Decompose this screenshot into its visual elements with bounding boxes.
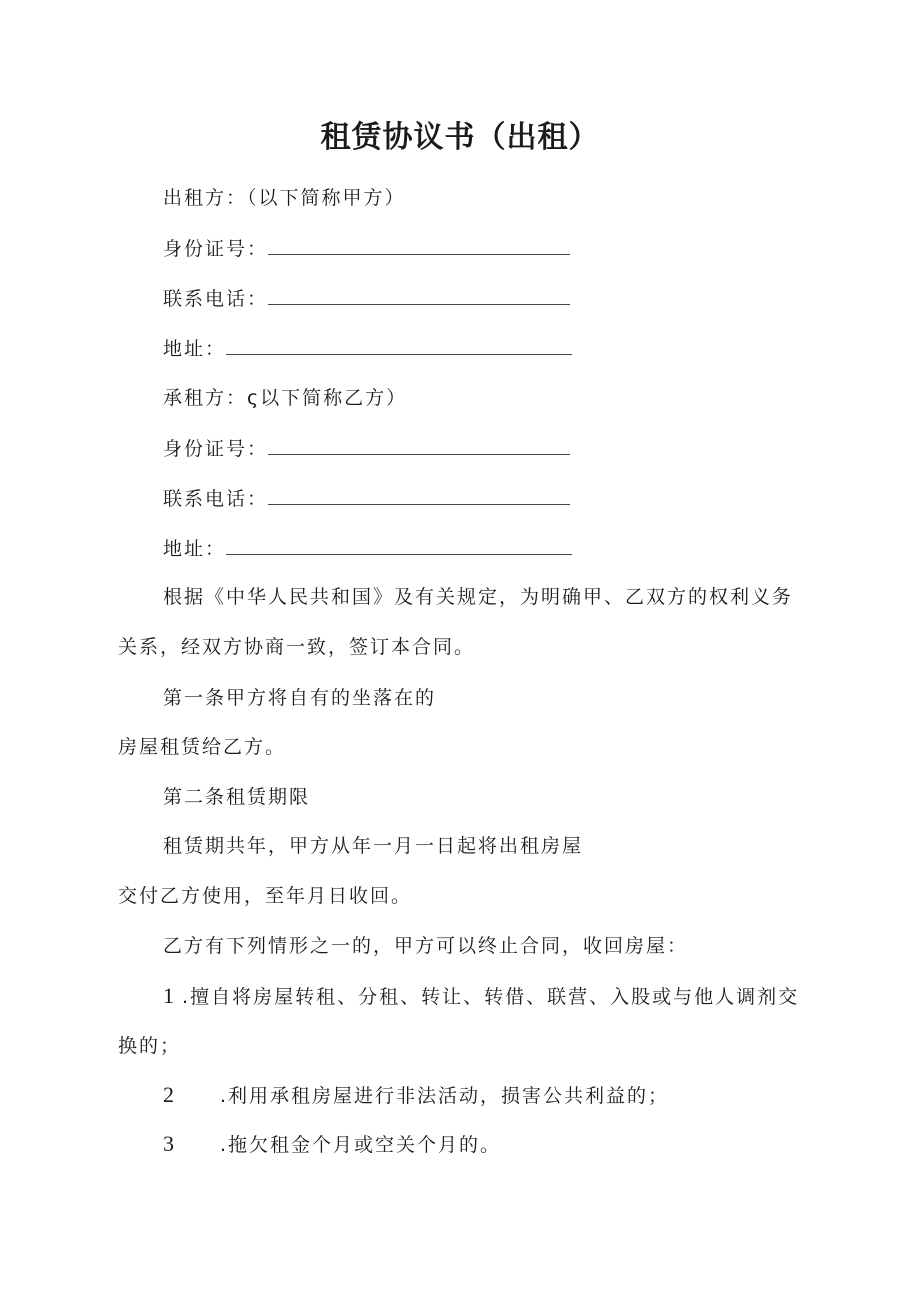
item-text: .擅自将房屋转租、分租、转让、转借、联营、入股或与他人调剂交 xyxy=(182,986,800,1008)
lessee-label: 承租方：ς以下简称乙方） xyxy=(163,387,408,409)
lessee-phone-blank xyxy=(268,486,570,505)
lessor-phone-row xyxy=(163,286,570,311)
lessee-phone-row xyxy=(163,486,570,511)
item-number: 3 xyxy=(163,1131,174,1156)
lessee-id-row xyxy=(163,436,570,461)
termination-item-3 xyxy=(163,1132,501,1157)
lessor-phone-blank xyxy=(268,286,570,305)
lessor-address-label: 地址： xyxy=(163,338,227,360)
lessee-id-label: 身份证号： xyxy=(163,438,269,460)
item-number: 1 xyxy=(163,983,174,1008)
item-text: .拖欠租金个月或空关个月的。 xyxy=(220,1134,502,1156)
lessor-label: 出租方：（以下简称甲方） xyxy=(163,187,406,209)
lessor-id-label: 身份证号： xyxy=(163,238,269,260)
article2-line-1: 租赁期共年，甲方从年一月一日起将出租房屋 xyxy=(163,835,584,857)
termination-item-2 xyxy=(163,1083,669,1108)
lessee-address-row xyxy=(163,536,572,561)
termination-intro: 乙方有下列情形之一的，甲方可以终止合同，收回房屋： xyxy=(163,935,689,957)
lessor-address-row xyxy=(163,336,572,361)
lessee-address-label: 地址： xyxy=(163,538,227,560)
article2-title: 第二条租赁期限 xyxy=(163,786,311,808)
intro-line-2: 关系，经双方协商一致，签订本合同。 xyxy=(118,636,476,658)
article2-line-2: 交付乙方使用，至年月日收回。 xyxy=(118,885,413,907)
intro-line-1: 根据《中华人民共和国》及有关规定，为明确甲、乙双方的权利义务 xyxy=(163,586,794,608)
item-number: 2 xyxy=(163,1082,174,1107)
termination-item-1-cont: 换的； xyxy=(118,1035,182,1057)
lessor-id-row xyxy=(163,236,570,261)
article1-line-2: 房屋租赁给乙方。 xyxy=(118,736,287,758)
lessor-id-blank xyxy=(268,236,570,255)
lessee-phone-label: 联系电话： xyxy=(163,488,269,510)
lessee-id-blank xyxy=(268,436,570,455)
lessee-address-blank xyxy=(226,536,572,555)
item-text: .利用承租房屋进行非法活动，损害公共利益的； xyxy=(220,1085,670,1107)
document-title: 租赁协议书（出租） xyxy=(320,120,600,155)
article1-line-1: 第一条甲方将自有的坐落在的 xyxy=(163,687,437,709)
lessor-address-blank xyxy=(226,336,572,355)
lessor-phone-label: 联系电话： xyxy=(163,288,269,310)
termination-item-1 xyxy=(163,984,799,1009)
